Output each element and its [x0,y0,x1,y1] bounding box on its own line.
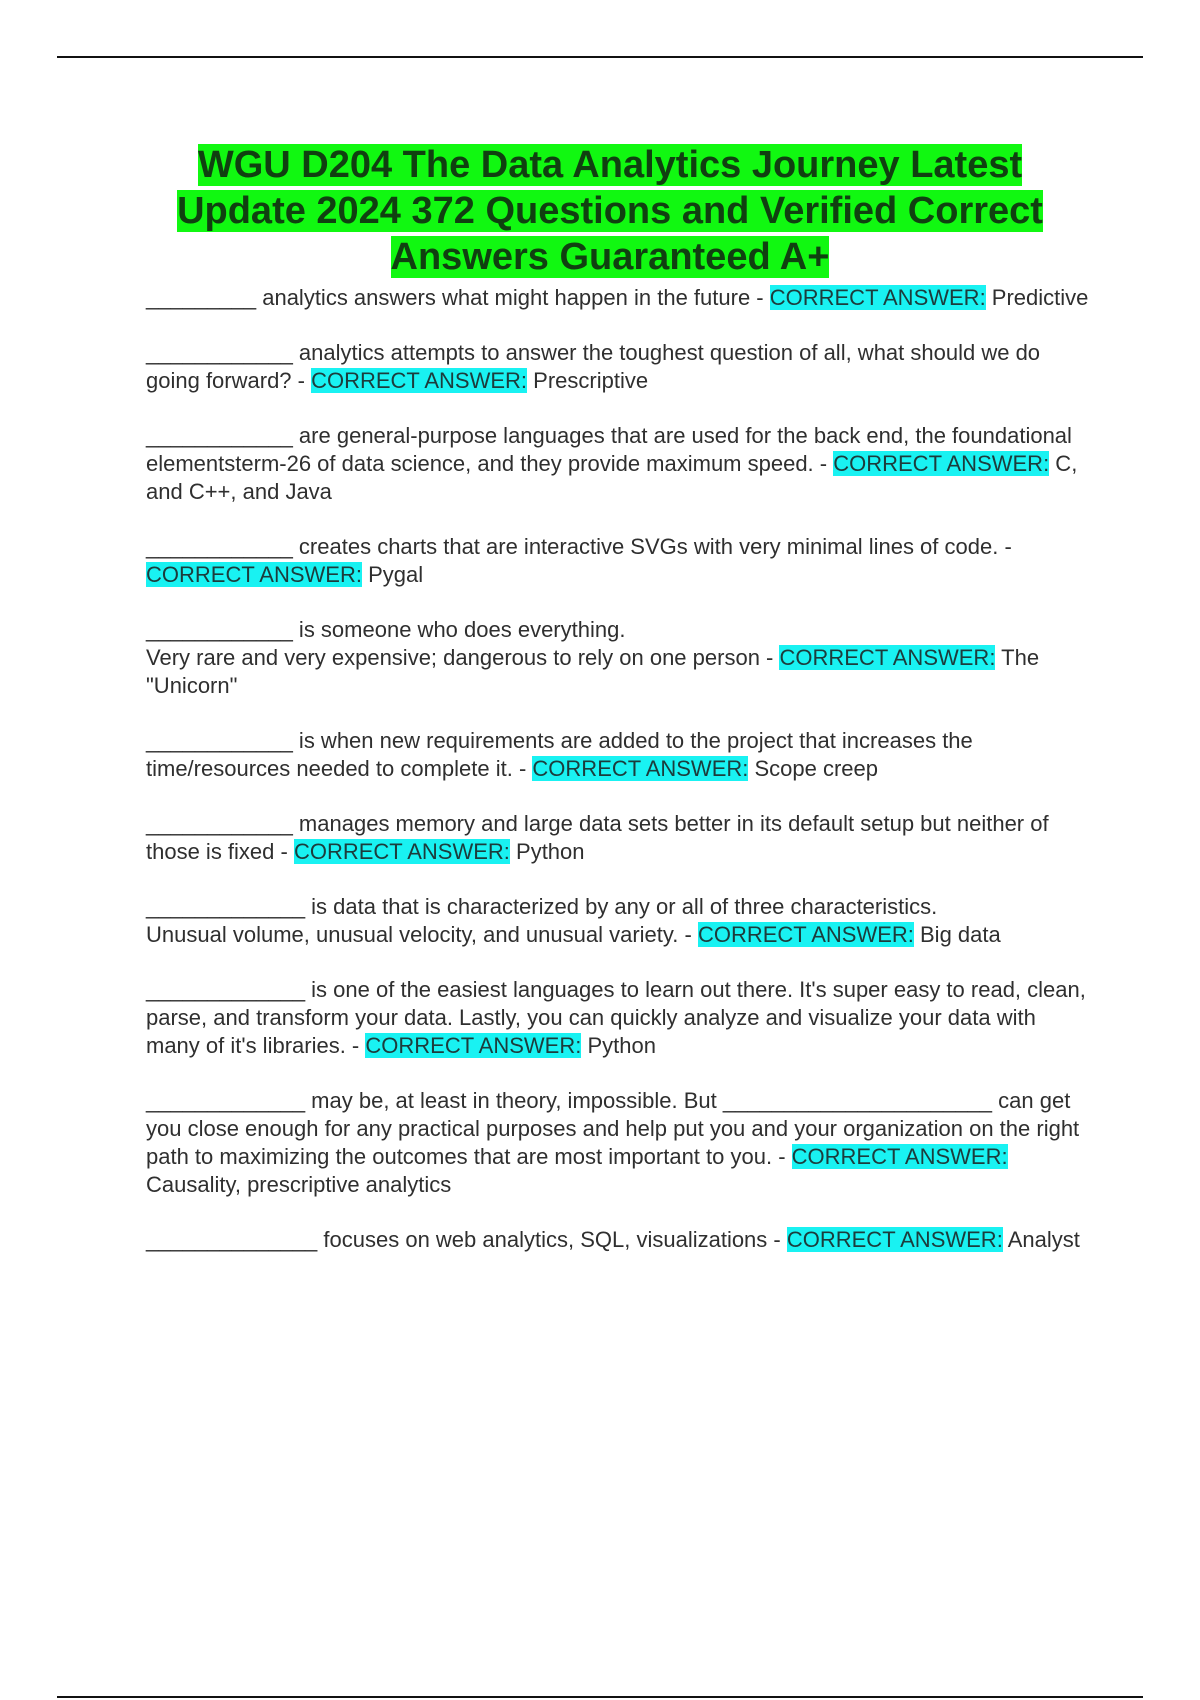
question-text: ____________ is someone who does everything. Very rare and very expensive; dangerous to rely on one person - [146,617,774,670]
top-rule [57,56,1143,58]
document-title [140,142,1080,280]
qa-item [146,1087,1092,1199]
question-text: ____________ are general-purpose languages that are used for the back end, the foundational elementsterm-26 of data science, and they provide maximum speed. - [146,423,1072,476]
answer-label: CORRECT ANSWER: [779,645,996,670]
answer-label: CORRECT ANSWER: [786,1227,1003,1252]
answer-text: The "Unicorn" [146,645,1040,698]
qa-item [146,339,1092,395]
answer-label: CORRECT ANSWER: [833,451,1050,476]
question-text: ____________ manages memory and large data sets better in its default setup but neither of those is fixed - [146,811,1049,864]
answer-text: Causality, prescriptive analytics [146,1172,452,1197]
answer-label: CORRECT ANSWER: [791,1144,1008,1169]
qa-item [146,810,1092,866]
answer-text: C, and C++, and Java [146,451,1078,504]
answer-label: CORRECT ANSWER: [532,756,749,781]
bottom-rule [57,1696,1143,1698]
question-text: _____________ is data that is characterized by any or all of three characteristics. Unusual volume, unusual velocity, and unusual variety. - [146,894,938,947]
title-highlight: WGU D204 The Data Analytics Journey Latest Update 2024 372 Questions and Verified Correct Answers Guaranteed A+ [177,144,1043,278]
question-text: _____________ is one of the easiest languages to learn out there. It's super easy to read, clean, parse, and transform your data. Lastly, you can quickly analyze and visualize your data with many of it's libraries. - [146,977,1086,1058]
qa-list [146,284,1092,1281]
answer-label: CORRECT ANSWER: [146,562,362,587]
qa-item [146,422,1092,506]
qa-item [146,1226,1092,1254]
qa-item [146,893,1092,949]
answer-label: CORRECT ANSWER: [365,1033,582,1058]
answer-text: Analyst [1002,1227,1080,1252]
qa-item [146,976,1092,1060]
question-text: _________ analytics answers what might happen in the future - [146,285,770,310]
question-text: ______________ focuses on web analytics, SQL, visualizations - [146,1227,787,1252]
answer-text: Python [581,1033,656,1058]
question-text: ____________ is when new requirements are added to the project that increases the time/resources needed to complete it. - [146,728,973,781]
answer-text: Big data [913,922,1001,947]
question-text: ____________ analytics attempts to answer the toughest question of all, what should we do going forward? - [146,340,1041,393]
question-text: _____________ may be, at least in theory, impossible. But ______________________ can get you close enough for any practical purposes and help put you and your organization on the right path to maximizing the outcomes that are most important to you. - [146,1088,1080,1169]
qa-item [146,533,1092,589]
answer-label: CORRECT ANSWER: [293,839,510,864]
answer-label: CORRECT ANSWER: [311,368,528,393]
qa-item [146,727,1092,783]
answer-text: Pygal [361,562,424,587]
question-text: ____________ creates charts that are interactive SVGs with very minimal lines of code. - [146,534,1012,559]
qa-item [146,284,1092,312]
answer-text: Scope creep [748,756,879,781]
answer-text: Predictive [985,285,1089,310]
answer-label: CORRECT ANSWER: [769,285,986,310]
qa-item [146,616,1092,700]
answer-text: Python [509,839,585,864]
answer-label: CORRECT ANSWER: [697,922,914,947]
answer-text: Prescriptive [527,368,649,393]
